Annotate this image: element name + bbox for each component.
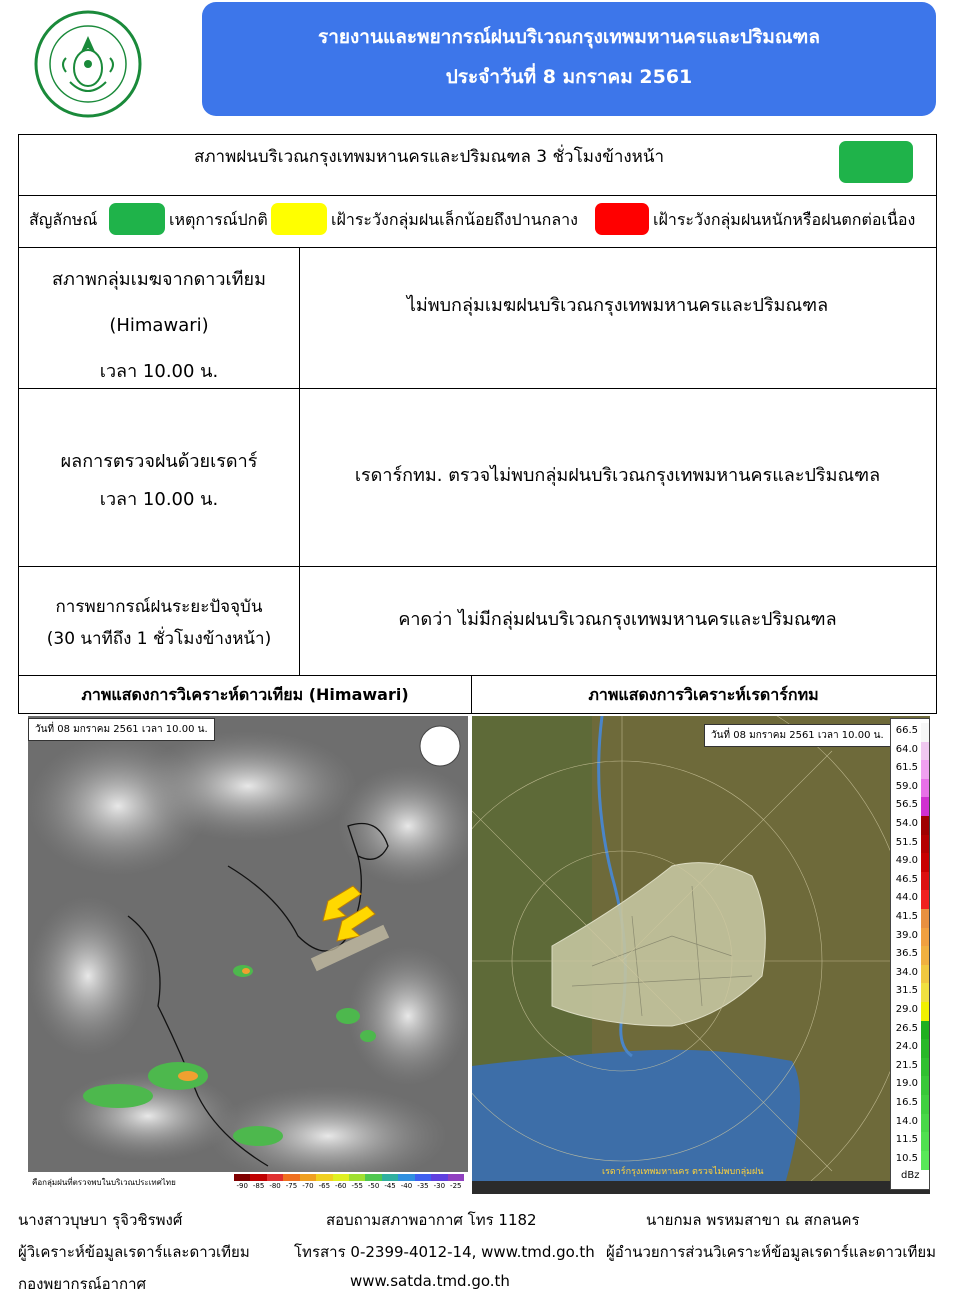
report-title: รายงานและพยากรณ์ฝนบริเวณกรุงเทพมหานครและปริมณฑล [318, 26, 820, 48]
colorbar-swatch [921, 872, 929, 891]
temperature-label: -55 [351, 1182, 363, 1190]
director-title: ผู้อำนวยการส่วนวิเคราะห์ข้อมูลเรดาร์และดาวเทียม [606, 1243, 937, 1261]
temperature-swatch [234, 1174, 250, 1181]
satellite-label-time: เวลา 10.00 น. [99, 361, 219, 382]
colorbar-swatch [921, 835, 929, 854]
radar-image-caption: ภาพแสดงการวิเคราะห์เรดาร์กทม [588, 685, 819, 704]
nowcast-label-line2: (30 นาทีถึง 1 ชั่วโมงข้างหน้า) [46, 629, 272, 649]
colorbar-value: 36.5 [895, 948, 918, 960]
weather-hotline: สอบถามสภาพอากาศ โทร 1182 [326, 1211, 537, 1229]
temperature-label: -40 [400, 1182, 413, 1190]
colorbar-swatch [921, 1076, 929, 1095]
colorbar-value: 26.5 [895, 1022, 918, 1034]
temperature-label: -35 [417, 1182, 429, 1190]
radar-map-graphic [472, 716, 930, 1194]
temperature-swatch [415, 1174, 431, 1181]
colorbar-value: 61.5 [895, 762, 918, 774]
legend-label: สัญลักษณ์ [29, 210, 98, 229]
colorbar-value: 16.5 [895, 1097, 918, 1108]
temperature-swatch [398, 1174, 414, 1181]
colorbar-value: 51.5 [895, 836, 918, 848]
radar-reflectivity-colorbar [890, 718, 930, 1190]
temperature-label: -60 [335, 1182, 347, 1190]
temperature-label: -90 [236, 1182, 248, 1190]
radar-unit-label: dBz [901, 1170, 920, 1181]
colorbar-swatch [921, 909, 929, 928]
legend-swatch-yellow [271, 203, 327, 235]
colorbar-value: 24.0 [895, 1041, 918, 1053]
colorbar-value: 14.0 [895, 1115, 918, 1127]
report-title-banner [202, 2, 936, 116]
colorbar-swatch [921, 965, 929, 984]
colorbar-value: 29.0 [895, 1004, 918, 1015]
colorbar-swatch [921, 890, 929, 909]
nowcast-result: คาดว่า ไม่มีกลุ่มฝนบริเวณกรุงเทพมหานครและปริมณฑล [398, 609, 837, 630]
legend-normal-text: เหตุการณ์ปกติ [169, 210, 268, 229]
colorbar-swatch [921, 946, 929, 965]
temperature-swatch [333, 1174, 349, 1181]
satellite-legend-text: คือกลุ่มฝนที่ตรวจพบในบริเวณประเทศไทย [32, 1178, 176, 1187]
colorbar-value: 19.0 [895, 1078, 918, 1090]
colorbar-swatch [921, 853, 929, 872]
legend-swatch-red [595, 203, 649, 235]
analyst-title: ผู้วิเคราะห์ข้อมูลเรดาร์และดาวเทียม [18, 1243, 250, 1261]
colorbar-value: 39.0 [895, 929, 918, 941]
colorbar-swatch [921, 1151, 929, 1170]
satellite-label-line2: (Himawari) [109, 315, 209, 336]
colorbar-swatch [921, 723, 929, 742]
colorbar-swatch [921, 742, 929, 761]
colorbar-swatch [921, 797, 929, 816]
colorbar-swatch [921, 1002, 929, 1021]
colorbar-value: 66.5 [895, 725, 918, 736]
colorbar-value: 56.5 [895, 799, 918, 811]
colorbar-swatch [921, 1132, 929, 1151]
colorbar-value: 59.0 [895, 780, 918, 792]
radar-label-time: เวลา 10.00 น. [99, 489, 219, 510]
meteorological-department-logo [26, 8, 150, 120]
colorbar-value: 54.0 [895, 818, 918, 829]
temperature-label: -25 [450, 1182, 462, 1190]
temperature-label: -70 [302, 1182, 314, 1190]
temperature-swatch [349, 1174, 365, 1181]
colorbar-value: 41.5 [895, 911, 918, 922]
colorbar-swatch [921, 1021, 929, 1040]
radar-timestamp: วันที่ 08 มกราคม 2561 เวลา 10.00 น. [704, 724, 891, 747]
colorbar-swatch [921, 983, 929, 1002]
colorbar-swatch [921, 1095, 929, 1114]
satellite-temperature-scale [234, 1174, 464, 1194]
temperature-label: -30 [433, 1182, 446, 1190]
colorbar-swatch [921, 779, 929, 798]
temperature-swatch [431, 1174, 447, 1181]
colorbar-value: 46.5 [895, 873, 918, 885]
temperature-swatch [448, 1174, 464, 1181]
temperature-label: -50 [367, 1182, 380, 1190]
temperature-label: -85 [252, 1182, 265, 1190]
satda-website: www.satda.tmd.go.th [350, 1272, 510, 1290]
satellite-image [28, 716, 468, 1196]
satellite-label-line1: สภาพกลุ่มเมฆจากดาวเทียม [52, 269, 266, 290]
colorbar-value: 21.5 [895, 1059, 918, 1071]
colorbar-swatch [921, 928, 929, 947]
temperature-swatch [267, 1174, 283, 1181]
status-heading: สภาพฝนบริเวณกรุงเทพมหานครและปริมณฑล 3 ชั่วโมงข้างหน้า [193, 147, 665, 167]
rain-status-table [18, 134, 937, 714]
report-date: ประจำวันที่ 8 มกราคม 2561 [445, 66, 693, 88]
temperature-swatch [365, 1174, 381, 1181]
colorbar-swatch [921, 1114, 929, 1133]
radar-label-line1: ผลการตรวจฝนด้วยเรดาร์ [60, 451, 258, 472]
radar-status-text: เรดาร์กรุงเทพมหานคร ตรวจไม่พบกลุ่มฝน [602, 1167, 764, 1177]
legend-light-rain-text: เฝ้าระวังกลุ่มฝนเล็กน้อยถึงปานกลาง [331, 210, 578, 229]
temperature-label: -75 [285, 1182, 298, 1190]
satellite-timestamp: วันที่ 08 มกราคม 2561 เวลา 10.00 น. [28, 718, 215, 741]
colorbar-value: 11.5 [895, 1134, 918, 1146]
colorbar-value: 64.0 [895, 743, 918, 755]
colorbar-swatch [921, 1039, 929, 1058]
satellite-imagery-graphic [28, 716, 468, 1196]
status-indicator [839, 141, 913, 183]
colorbar-value: 49.0 [895, 855, 918, 867]
nowcast-label-line1: การพยากรณ์ฝนระยะปัจจุบัน [55, 597, 263, 617]
satellite-label [19, 257, 299, 395]
legend-swatch-green [109, 203, 165, 235]
colorbar-value: 34.0 [895, 966, 918, 978]
satellite-result: ไม่พบกลุ่มเมฆฝนบริเวณกรุงเทพมหานครและปริมณฑล [406, 295, 829, 316]
temperature-label: -65 [318, 1182, 331, 1190]
temperature-swatch [316, 1174, 332, 1181]
colorbar-value: 44.0 [895, 892, 918, 904]
colorbar-swatch [921, 1058, 929, 1077]
temperature-swatch [300, 1174, 316, 1181]
radar-label [19, 443, 299, 519]
temperature-swatch [382, 1174, 398, 1181]
director-name: นายกมล พรหมสาขา ณ สกลนคร [646, 1211, 860, 1229]
colorbar-value: 31.5 [895, 985, 918, 997]
department-name: กองพยากรณ์อากาศ [18, 1275, 147, 1293]
temperature-label: -45 [384, 1182, 396, 1190]
temperature-swatch [283, 1174, 299, 1181]
satellite-image-caption: ภาพแสดงการวิเคราะห์ดาวเทียม (Himawari) [81, 685, 409, 704]
colorbar-value: 10.5 [895, 1152, 918, 1164]
radar-result: เรดาร์กทม. ตรวจไม่พบกลุ่มฝนบริเวณกรุงเทพมหานครและปริมณฑล [354, 465, 881, 486]
fax-website: โทรสาร 0-2399-4012-14, www.tmd.go.th [294, 1243, 595, 1261]
radar-image [472, 716, 930, 1194]
colorbar-swatch [921, 760, 929, 779]
analyst-name: นางสาวบุษบา รุจิวชิรพงศ์ [18, 1211, 183, 1229]
temperature-label: -80 [269, 1182, 281, 1190]
nowcast-label [19, 591, 299, 655]
colorbar-swatch [921, 816, 929, 835]
legend-heavy-rain-text: เฝ้าระวังกลุ่มฝนหนักหรือฝนตกต่อเนื่อง [653, 210, 916, 229]
temperature-swatch [250, 1174, 266, 1181]
